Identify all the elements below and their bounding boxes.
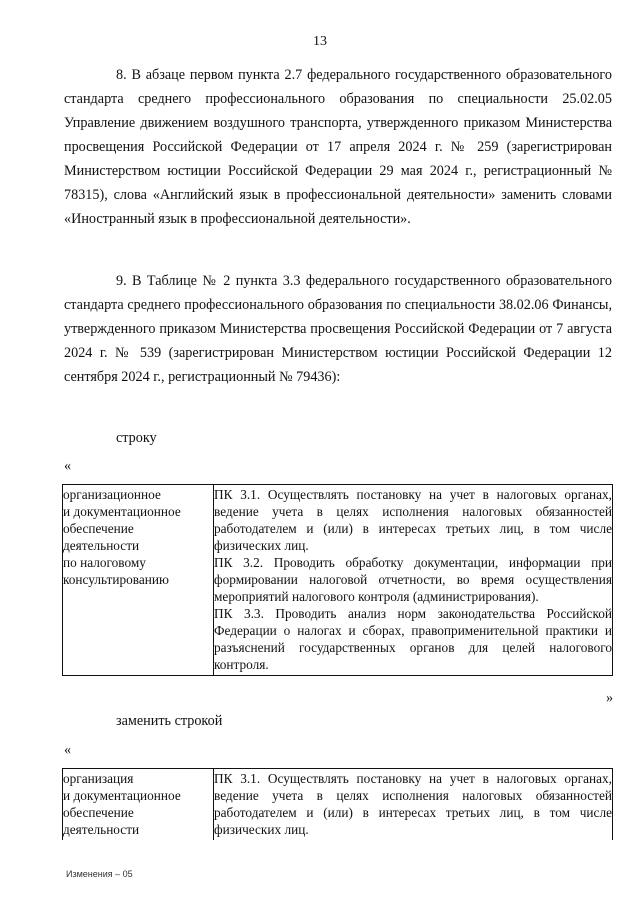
activity-line: деятельности — [63, 538, 140, 553]
activity-line: и документационное — [63, 788, 181, 803]
quote-open: « — [64, 742, 72, 758]
competencies-cell — [214, 485, 613, 676]
activity-line: обеспечение — [63, 521, 134, 536]
label-replace: заменить строкой — [116, 713, 223, 729]
page-number: 13 — [313, 34, 327, 49]
replacement-row-table — [62, 768, 613, 840]
paragraph-8 — [64, 63, 612, 231]
activity-line: консультированию — [63, 572, 169, 587]
competency-pk-3-1: ПК 3.1. Осуществлять постановку на учет в налоговых органах, ведение учета в целях исполнения налоговых обязанностей работодателем и (или) в интересах третьих лиц, в том числе физических лиц. — [214, 771, 612, 837]
paragraph-9-text: 9. В Таблице № 2 пункта 3.3 федерального государственного образовательного стандарта среднего профессионального образования по специальности 38.02.06 Финансы, утвержденного приказом Министерства просвещения Российской Федерации от 7 августа 2024 г. № 539 (зарегистрирован Министерством юстиции Российской Федерации 12 сентября 2024 г., регистрационный № 79436): — [64, 273, 612, 385]
activity-line: обеспечение — [63, 805, 134, 820]
activity-line: организационное — [63, 487, 161, 502]
competencies-cell — [214, 769, 613, 841]
competency-pk-3-1: ПК 3.1. Осуществлять постановку на учет в налоговых органах, ведение учета в целях исполнения налоговых обязанностей работодателем и (или) в интересах третьих лиц, в том числе физических лиц. — [214, 487, 612, 553]
paragraph-8-text: 8. В абзаце первом пункта 2.7 федерального государственного образовательного стандарта среднего профессионального образования по специальности 25.02.05 Управление движением воздушного транспорта, утвержденного приказом Министерства просвещения Российской Федерации от 17 апреля 2024 г. № 259 (зарегистрирован Министерством юстиции Российской Федерации 29 мая 2024 г., регистрационный № 78315), слова «Английский язык в профессиональной деятельности» заменить словами «Иностранный язык в профессиональной деятельности». — [64, 67, 612, 227]
quote-open: « — [64, 458, 72, 474]
activity-cell — [63, 769, 214, 841]
activity-cell — [63, 485, 214, 676]
activity-line: организация — [63, 771, 134, 786]
table-row — [63, 769, 613, 841]
label-row: строку — [116, 430, 157, 446]
activity-line: по налоговому — [63, 555, 146, 570]
original-row-table — [62, 484, 613, 676]
quote-close: » — [606, 690, 614, 706]
competency-pk-3-2: ПК 3.2. Проводить обработку документации, информации при формировании налоговой отчетности, во время осуществления мероприятий налогового контроля (администрирования). — [214, 555, 612, 604]
activity-line: деятельности — [63, 822, 140, 837]
competency-pk-3-3: ПК 3.3. Проводить анализ норм законодательства Российской Федерации о налогах и сборах, правоприменительной практики и разъяснений государственных органов для целей налогового контроля. — [214, 606, 612, 672]
table-row — [63, 485, 613, 676]
activity-line: и документационное — [63, 504, 181, 519]
paragraph-9 — [64, 269, 612, 389]
footer-note: Изменения – 05 — [66, 869, 133, 879]
